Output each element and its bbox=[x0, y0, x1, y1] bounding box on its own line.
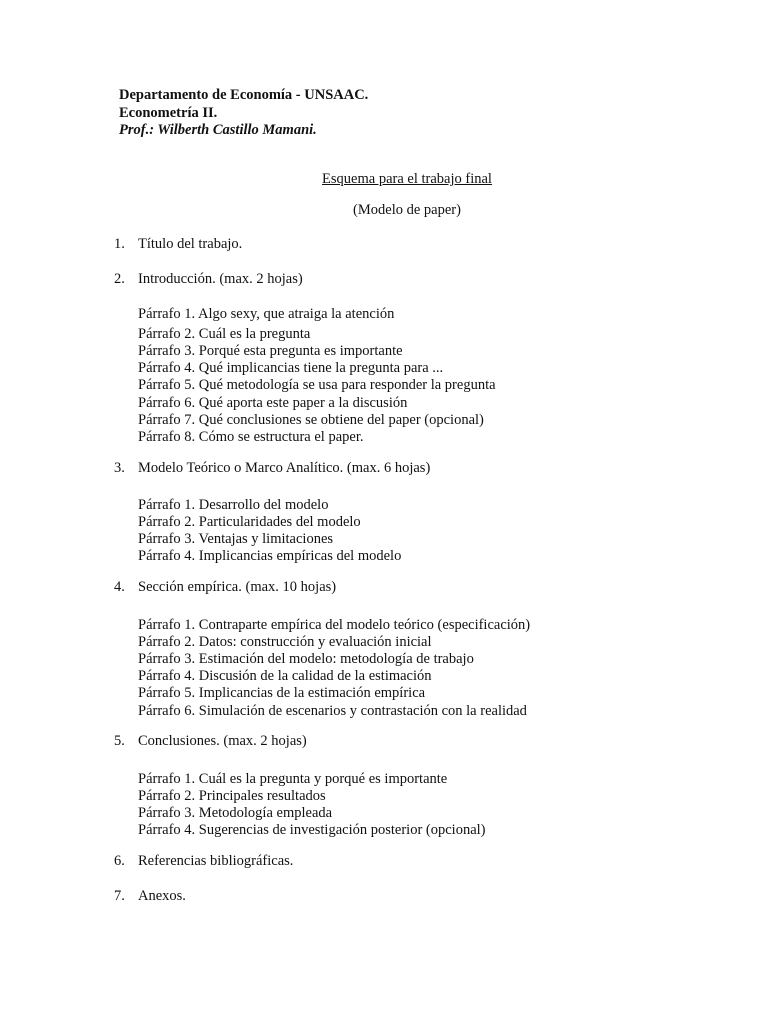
item-number: 3. bbox=[114, 460, 125, 476]
paragraph-line: Párrafo 4. Qué implicancias tiene la pregunta para ... bbox=[138, 360, 444, 376]
paragraph-line: Párrafo 2. Particularidades del modelo bbox=[138, 514, 361, 530]
paragraph-line: Párrafo 2. Datos: construcción y evaluación inicial bbox=[138, 634, 432, 650]
item-number: 4. bbox=[114, 579, 125, 595]
item-label: Conclusiones. (max. 2 hojas) bbox=[138, 733, 307, 749]
item-number: 5. bbox=[114, 733, 125, 749]
paragraph-line: Párrafo 5. Qué metodología se usa para responder la pregunta bbox=[138, 377, 496, 393]
item-label: Título del trabajo. bbox=[138, 236, 243, 252]
document-title: Esquema para el trabajo final bbox=[322, 171, 492, 187]
paragraph-line: Párrafo 3. Ventajas y limitaciones bbox=[138, 531, 334, 547]
item-number: 7. bbox=[114, 888, 125, 904]
paragraph-line: Párrafo 1. Cuál es la pregunta y porqué es importante bbox=[138, 771, 448, 787]
item-label: Sección empírica. (max. 10 hojas) bbox=[138, 579, 337, 595]
item-label: Referencias bibliográficas. bbox=[138, 853, 294, 869]
paragraph-line: Párrafo 1. Algo sexy, que atraiga la atención bbox=[138, 306, 395, 322]
paragraph-line: Párrafo 2. Principales resultados bbox=[138, 788, 326, 804]
paragraph-line: Párrafo 4. Discusión de la calidad de la estimación bbox=[138, 668, 432, 684]
paragraph-line: Párrafo 8. Cómo se estructura el paper. bbox=[138, 429, 364, 445]
document-subtitle: (Modelo de paper) bbox=[353, 202, 461, 218]
paragraph-line: Párrafo 5. Implicancias de la estimación empírica bbox=[138, 685, 426, 701]
paragraph-line: Párrafo 4. Sugerencias de investigación posterior (opcional) bbox=[138, 822, 486, 838]
professor-line: Prof.: Wilberth Castillo Mamani. bbox=[119, 122, 317, 138]
item-label: Introducción. (max. 2 hojas) bbox=[138, 271, 303, 287]
item-number: 2. bbox=[114, 271, 125, 287]
paragraph-line: Párrafo 3. Porqué esta pregunta es importante bbox=[138, 343, 403, 359]
paragraph-line: Párrafo 3. Metodología empleada bbox=[138, 805, 333, 821]
paragraph-line: Párrafo 6. Qué aporta este paper a la discusión bbox=[138, 395, 408, 411]
document-header bbox=[119, 87, 368, 140]
paragraph-line: Párrafo 1. Contraparte empírica del modelo teórico (especificación) bbox=[138, 617, 531, 633]
department-line: Departamento de Economía - UNSAAC. bbox=[119, 87, 369, 103]
item-number: 1. bbox=[114, 236, 125, 252]
paragraph-line: Párrafo 6. Simulación de escenarios y contrastación con la realidad bbox=[138, 703, 527, 719]
paragraph-line: Párrafo 4. Implicancias empíricas del modelo bbox=[138, 548, 402, 564]
course-line: Econometría II. bbox=[119, 104, 218, 121]
paragraph-line: Párrafo 2. Cuál es la pregunta bbox=[138, 326, 311, 342]
paragraph-line: Párrafo 7. Qué conclusiones se obtiene del paper (opcional) bbox=[138, 412, 484, 428]
item-number: 6. bbox=[114, 853, 125, 869]
paragraph-line: Párrafo 1. Desarrollo del modelo bbox=[138, 497, 329, 513]
item-label: Modelo Teórico o Marco Analítico. (max. 6 hojas) bbox=[138, 460, 431, 476]
item-label: Anexos. bbox=[138, 888, 186, 904]
paragraph-line: Párrafo 3. Estimación del modelo: metodología de trabajo bbox=[138, 651, 474, 667]
